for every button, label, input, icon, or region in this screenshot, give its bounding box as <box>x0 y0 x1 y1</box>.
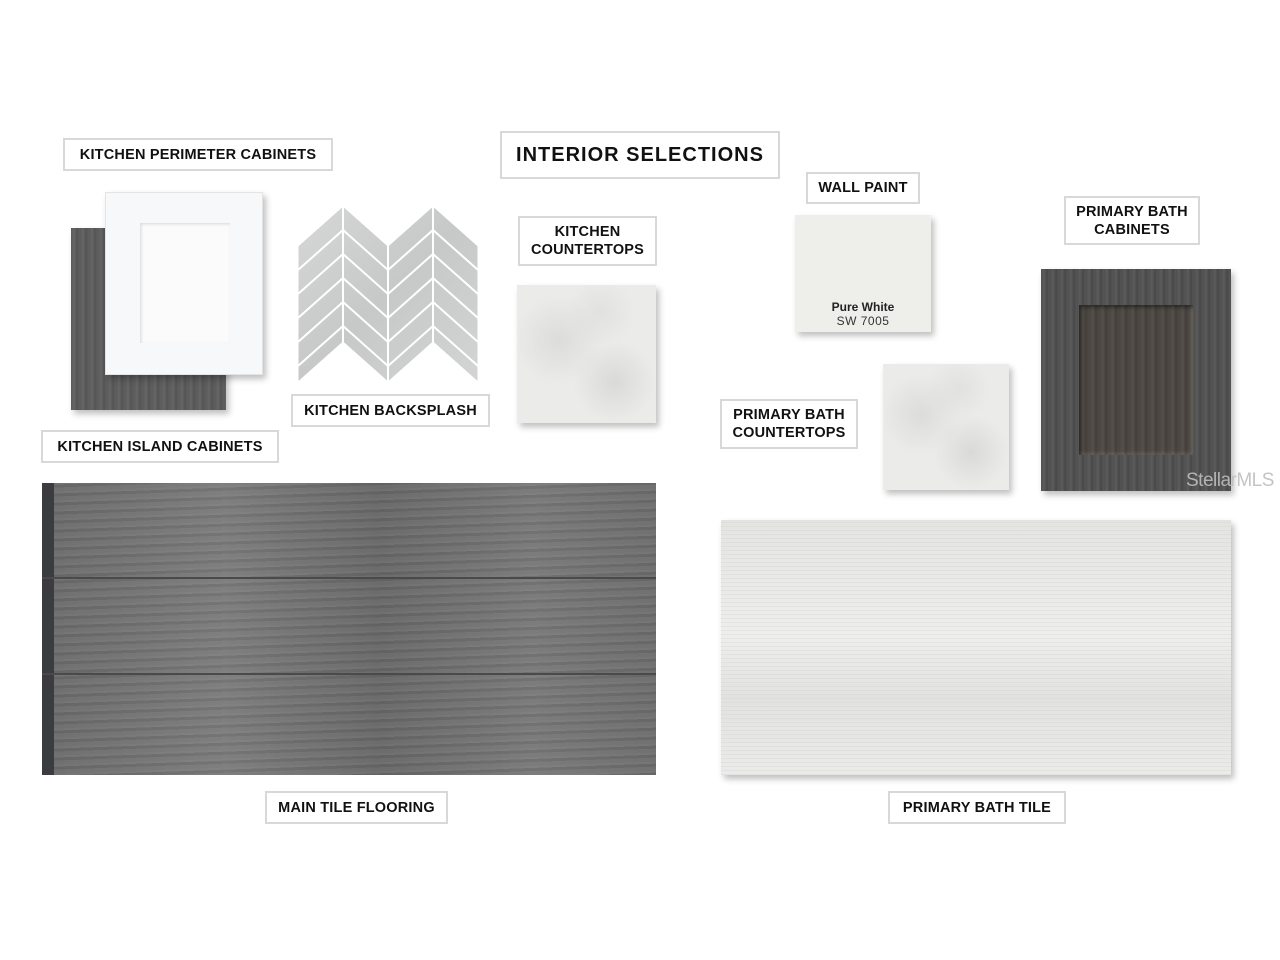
kitchen-perimeter-cabinets-label <box>63 138 333 171</box>
primary-bath-countertop-sample <box>883 364 1009 490</box>
kitchen-countertops-text-line2: COUNTERTOPS <box>530 242 645 258</box>
wall-paint-swatch <box>795 215 931 332</box>
kitchen-island-cabinets-label <box>41 430 279 463</box>
paint-name: Pure White <box>831 300 895 314</box>
primary-bath-tile-sample <box>721 520 1231 775</box>
wall-paint-label <box>806 172 920 204</box>
main-tile-flooring-label <box>265 791 448 824</box>
cabinet-door-panel <box>1079 305 1193 455</box>
flooring-plank <box>42 483 656 579</box>
primary-bath-cabinets-text-line2: CABINETS <box>1094 221 1170 238</box>
flooring-plank <box>42 675 656 775</box>
main-tile-flooring-text: MAIN TILE FLOORING <box>278 799 435 816</box>
primary-bath-countertops-text-line1: PRIMARY BATH <box>733 407 845 423</box>
flooring-plank <box>42 579 656 675</box>
main-tile-flooring-sample <box>42 483 656 775</box>
kitchen-countertops-text-line1: KITCHEN <box>554 224 621 240</box>
kitchen-backsplash-text: KITCHEN BACKSPLASH <box>304 402 477 419</box>
watermark: StellarMLS <box>1186 470 1274 491</box>
kitchen-backsplash-sample <box>298 206 478 382</box>
plank-edge <box>42 675 54 775</box>
primary-bath-countertops-text-line2: COUNTERTOPS <box>732 425 846 441</box>
primary-bath-tile-text: PRIMARY BATH TILE <box>902 799 1052 816</box>
kitchen-countertop-sample <box>517 285 656 423</box>
kitchen-perimeter-cabinets-text: KITCHEN PERIMETER CABINETS <box>79 146 317 163</box>
primary-bath-cabinets-text-line1: PRIMARY BATH <box>1076 203 1188 220</box>
plank-edge <box>42 483 54 577</box>
kitchen-backsplash-label <box>291 394 490 427</box>
plank-edge <box>42 579 54 673</box>
primary-bath-tile-label <box>888 791 1066 824</box>
cabinet-door-panel <box>140 223 230 343</box>
page-title <box>500 131 780 179</box>
primary-bath-cabinets-label <box>1064 196 1200 245</box>
page-title-text: INTERIOR SELECTIONS <box>516 144 764 166</box>
kitchen-island-cabinets-text: KITCHEN ISLAND CABINETS <box>57 438 263 455</box>
kitchen-countertops-label <box>518 216 657 266</box>
paint-code: SW 7005 <box>836 314 890 328</box>
primary-bath-countertops-label <box>720 399 858 449</box>
wall-paint-text: WALL PAINT <box>818 180 908 196</box>
primary-bath-cabinet-sample <box>1041 269 1231 491</box>
kitchen-perimeter-cabinet-sample <box>105 192 263 375</box>
